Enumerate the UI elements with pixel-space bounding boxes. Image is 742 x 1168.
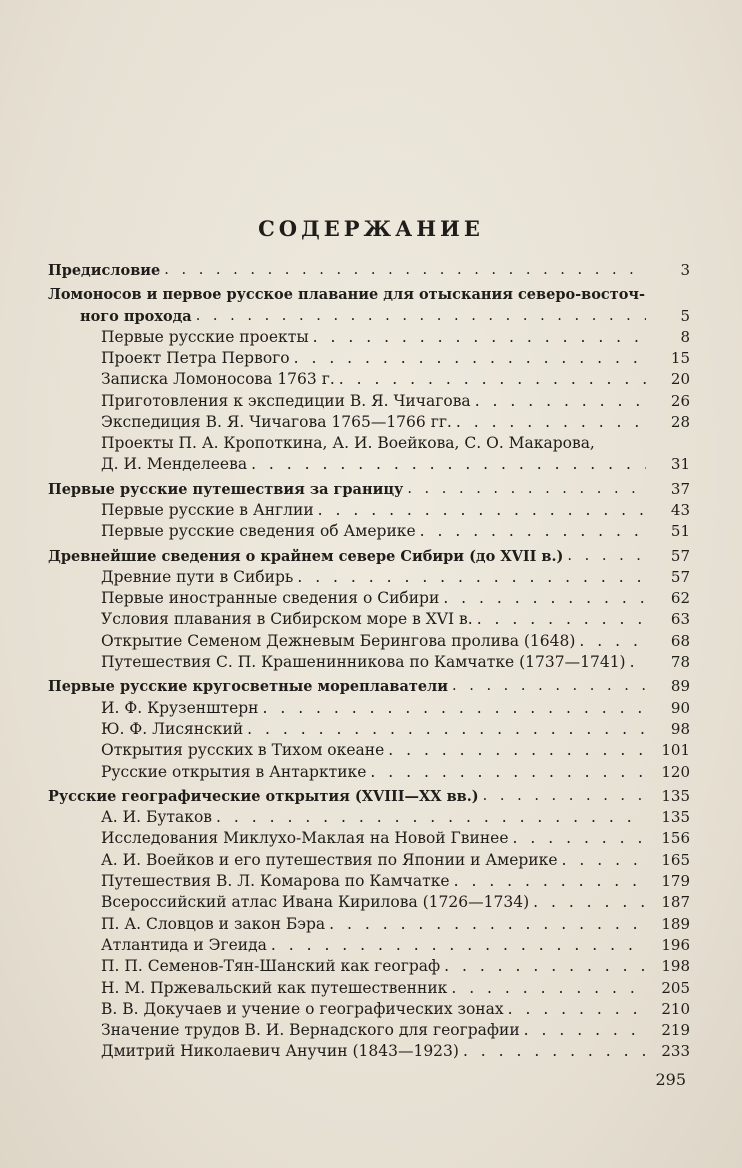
- subsection-title: Атлантида и Эгеида: [101, 935, 267, 954]
- section-page-number: 5: [680, 306, 690, 325]
- dot-leader: [297, 567, 646, 588]
- section-page-number: 135: [661, 786, 690, 805]
- dot-leader: [420, 521, 646, 542]
- subsection-page-number: 43: [670, 500, 690, 519]
- subsection-entry-continuation: [48, 454, 690, 475]
- subsection-page-number: 196: [661, 935, 690, 954]
- subsection-entry: [48, 348, 690, 369]
- subsection-entry: [48, 999, 690, 1020]
- subsection-entry: [48, 807, 690, 828]
- dot-leader: [454, 871, 646, 892]
- subsection-entry: [48, 412, 690, 433]
- section-entry: [48, 545, 690, 566]
- subsection-entry: [48, 761, 690, 782]
- subsection-title: Исследования Миклухо-Маклая на Новой Гвинее: [101, 829, 509, 848]
- subsection-entry: [48, 935, 690, 956]
- section-page-number: 89: [670, 677, 690, 696]
- dot-leader: [451, 978, 646, 999]
- subsection-entry: [48, 609, 690, 630]
- subsection-entry: [48, 849, 690, 870]
- page-number: 295: [655, 1070, 686, 1089]
- section-page-number: 57: [670, 546, 690, 565]
- subsection-page-number: 205: [661, 978, 690, 997]
- subsection-title: П. А. Словцов и закон Бэра: [101, 914, 326, 933]
- dot-leader: [579, 631, 646, 652]
- section-page-number: 37: [670, 479, 690, 498]
- subsection-title: А. И. Воейков и его путешествия по Японии и Америке: [101, 850, 558, 869]
- subsection-page-number: 165: [661, 850, 690, 869]
- section-entry: [48, 676, 690, 697]
- dot-leader: [443, 588, 646, 609]
- subsection-title: Н. М. Пржевальский как путешественник: [101, 978, 448, 997]
- dot-leader: [196, 306, 646, 327]
- section-title: Первые русские кругосветные мореплаватели: [48, 678, 449, 696]
- section-entry-continuation: [48, 305, 690, 326]
- subsection-title: Условия плавания в Сибирском море в XVI в.: [101, 610, 473, 629]
- dot-leader: [263, 698, 647, 719]
- subsection-title: Путешествия С. П. Крашенинникова по Камчатке (1737—1741): [101, 653, 626, 672]
- subsection-title: Древние пути в Сибирь: [101, 567, 294, 586]
- subsection-entry: [48, 630, 690, 651]
- subsection-title: Открытия русских в Тихом океане: [101, 741, 385, 760]
- subsection-page-number: 210: [661, 999, 690, 1018]
- section-title: Первые русские путешествия за границу: [48, 480, 404, 498]
- dot-leader: [370, 762, 646, 783]
- dot-leader: [216, 807, 646, 828]
- subsection-title: И. Ф. Крузенштерн: [101, 698, 259, 717]
- subsection-entry: [48, 390, 690, 411]
- section-title-continuation: ного прохода: [80, 307, 192, 325]
- dot-leader: [483, 786, 646, 807]
- dot-leader: [562, 850, 646, 871]
- subsection-title: Записка Ломоносова 1763 г.: [101, 370, 335, 389]
- subsection-page-number: 198: [661, 957, 690, 976]
- subsection-page-number: 20: [670, 370, 690, 389]
- subsection-title: Проекты П. А. Кропоткина, А. И. Воейкова, С. О. Макарова,: [101, 434, 595, 453]
- dot-leader: [339, 369, 646, 390]
- subsection-entry: [48, 871, 690, 892]
- subsection-entry: [48, 892, 690, 913]
- subsection-title: Всероссийский атлас Ивана Кирилова (1726—1734): [101, 893, 530, 912]
- subsection-entry: [48, 433, 690, 454]
- subsection-page-number: 179: [661, 872, 690, 891]
- subsection-entry: [48, 913, 690, 934]
- page-title: СОДЕРЖАНИЕ: [258, 216, 484, 241]
- subsection-title: А. И. Бутаков: [101, 808, 213, 827]
- subsection-page-number: 187: [661, 893, 690, 912]
- subsection-page-number: 98: [670, 719, 690, 738]
- subsection-page-number: 26: [670, 391, 690, 410]
- subsection-page-number: 120: [661, 762, 690, 781]
- section-entry: [48, 478, 690, 499]
- subsection-title: Путешествия В. Л. Комарова по Камчатке: [101, 872, 450, 891]
- dot-leader: [294, 348, 646, 369]
- section-title: Предисловие: [48, 262, 161, 280]
- subsection-entry: [48, 521, 690, 542]
- subsection-entry: [48, 1020, 690, 1041]
- subsection-title-continuation: Д. И. Менделеева: [101, 455, 248, 474]
- subsection-page-number: 8: [680, 327, 690, 346]
- dot-leader: [247, 719, 646, 740]
- section-title: Древнейшие сведения о крайнем севере Сибири (до XVII в.): [48, 547, 564, 565]
- subsection-title: П. П. Семенов-Тян-Шанский как географ: [101, 957, 441, 976]
- subsection-title: Дмитрий Николаевич Анучин (1843—1923): [101, 1042, 459, 1061]
- subsection-entry: [48, 740, 690, 761]
- subsection-entry: [48, 719, 690, 740]
- subsection-entry: [48, 327, 690, 348]
- dot-leader: [452, 676, 646, 697]
- dot-leader: [513, 828, 646, 849]
- dot-leader: [329, 914, 646, 935]
- subsection-entry: [48, 652, 690, 673]
- subsection-page-number: 62: [670, 589, 690, 608]
- subsection-title: Значение трудов В. И. Вернадского для географии: [101, 1021, 520, 1040]
- subsection-title: Открытие Семеном Дежневым Берингова пролива (1648): [101, 631, 576, 650]
- dot-leader: [567, 546, 646, 567]
- section-entry: [48, 260, 690, 281]
- subsection-entry: [48, 500, 690, 521]
- subsection-page-number: 156: [661, 829, 690, 848]
- section-title: Русские географические открытия (XVIII—XX вв.): [48, 787, 479, 805]
- subsection-title: Первые иностранные сведения о Сибири: [101, 589, 440, 608]
- subsection-page-number: 90: [670, 698, 690, 717]
- dot-leader: [475, 391, 646, 412]
- dot-leader: [477, 609, 646, 630]
- subsection-title: Экспедиция В. Я. Чичагова 1765—1766 гг.: [101, 413, 452, 432]
- subsection-page-number: 31: [670, 455, 690, 474]
- dot-leader: [313, 327, 646, 348]
- dot-leader: [630, 652, 646, 673]
- subsection-entry: [48, 369, 690, 390]
- subsection-title: Ю. Ф. Лисянский: [101, 719, 244, 738]
- section-entry: [48, 786, 690, 807]
- dot-leader: [407, 479, 646, 500]
- subsection-entry: [48, 956, 690, 977]
- subsection-title: Первые русские проекты: [101, 327, 309, 346]
- subsection-entry: [48, 828, 690, 849]
- subsection-page-number: 57: [670, 567, 690, 586]
- subsection-page-number: 28: [670, 413, 690, 432]
- subsection-page-number: 219: [661, 1021, 690, 1040]
- subsection-entry: [48, 588, 690, 609]
- dot-leader: [318, 500, 646, 521]
- subsection-page-number: 15: [670, 349, 690, 368]
- subsection-entry: [48, 567, 690, 588]
- subsection-entry: [48, 1041, 690, 1062]
- subsection-page-number: 63: [670, 610, 690, 629]
- section-entry: [48, 284, 690, 305]
- subsection-page-number: 78: [670, 653, 690, 672]
- table-of-contents: [48, 257, 690, 1062]
- subsection-title: Первые русские в Англии: [101, 500, 314, 519]
- subsection-entry: [48, 977, 690, 998]
- dot-leader: [533, 892, 646, 913]
- subsection-page-number: 68: [670, 631, 690, 650]
- dot-leader: [164, 260, 646, 281]
- subsection-page-number: 101: [661, 741, 690, 760]
- section-title: Ломоносов и первое русское плавание для отыскания северо-восточ-: [48, 286, 646, 304]
- subsection-page-number: 233: [661, 1042, 690, 1061]
- dot-leader: [463, 1041, 646, 1062]
- section-page-number: 3: [680, 261, 690, 280]
- dot-leader: [508, 999, 646, 1020]
- dot-leader: [444, 956, 646, 977]
- dot-leader: [456, 412, 646, 433]
- subsection-page-number: 135: [661, 808, 690, 827]
- subsection-page-number: 189: [661, 914, 690, 933]
- subsection-entry: [48, 697, 690, 718]
- dot-leader: [388, 740, 646, 761]
- subsection-title: В. В. Докучаев и учение о географических зонах: [101, 999, 504, 1018]
- dot-leader: [271, 935, 646, 956]
- subsection-title: Первые русские сведения об Америке: [101, 522, 416, 541]
- dot-leader: [251, 454, 646, 475]
- subsection-title: Проект Петра Первого: [101, 349, 290, 368]
- dot-leader: [524, 1020, 646, 1041]
- subsection-page-number: 51: [670, 522, 690, 541]
- subsection-title: Приготовления к экспедиции В. Я. Чичагова: [101, 391, 471, 410]
- subsection-title: Русские открытия в Антарктике: [101, 762, 367, 781]
